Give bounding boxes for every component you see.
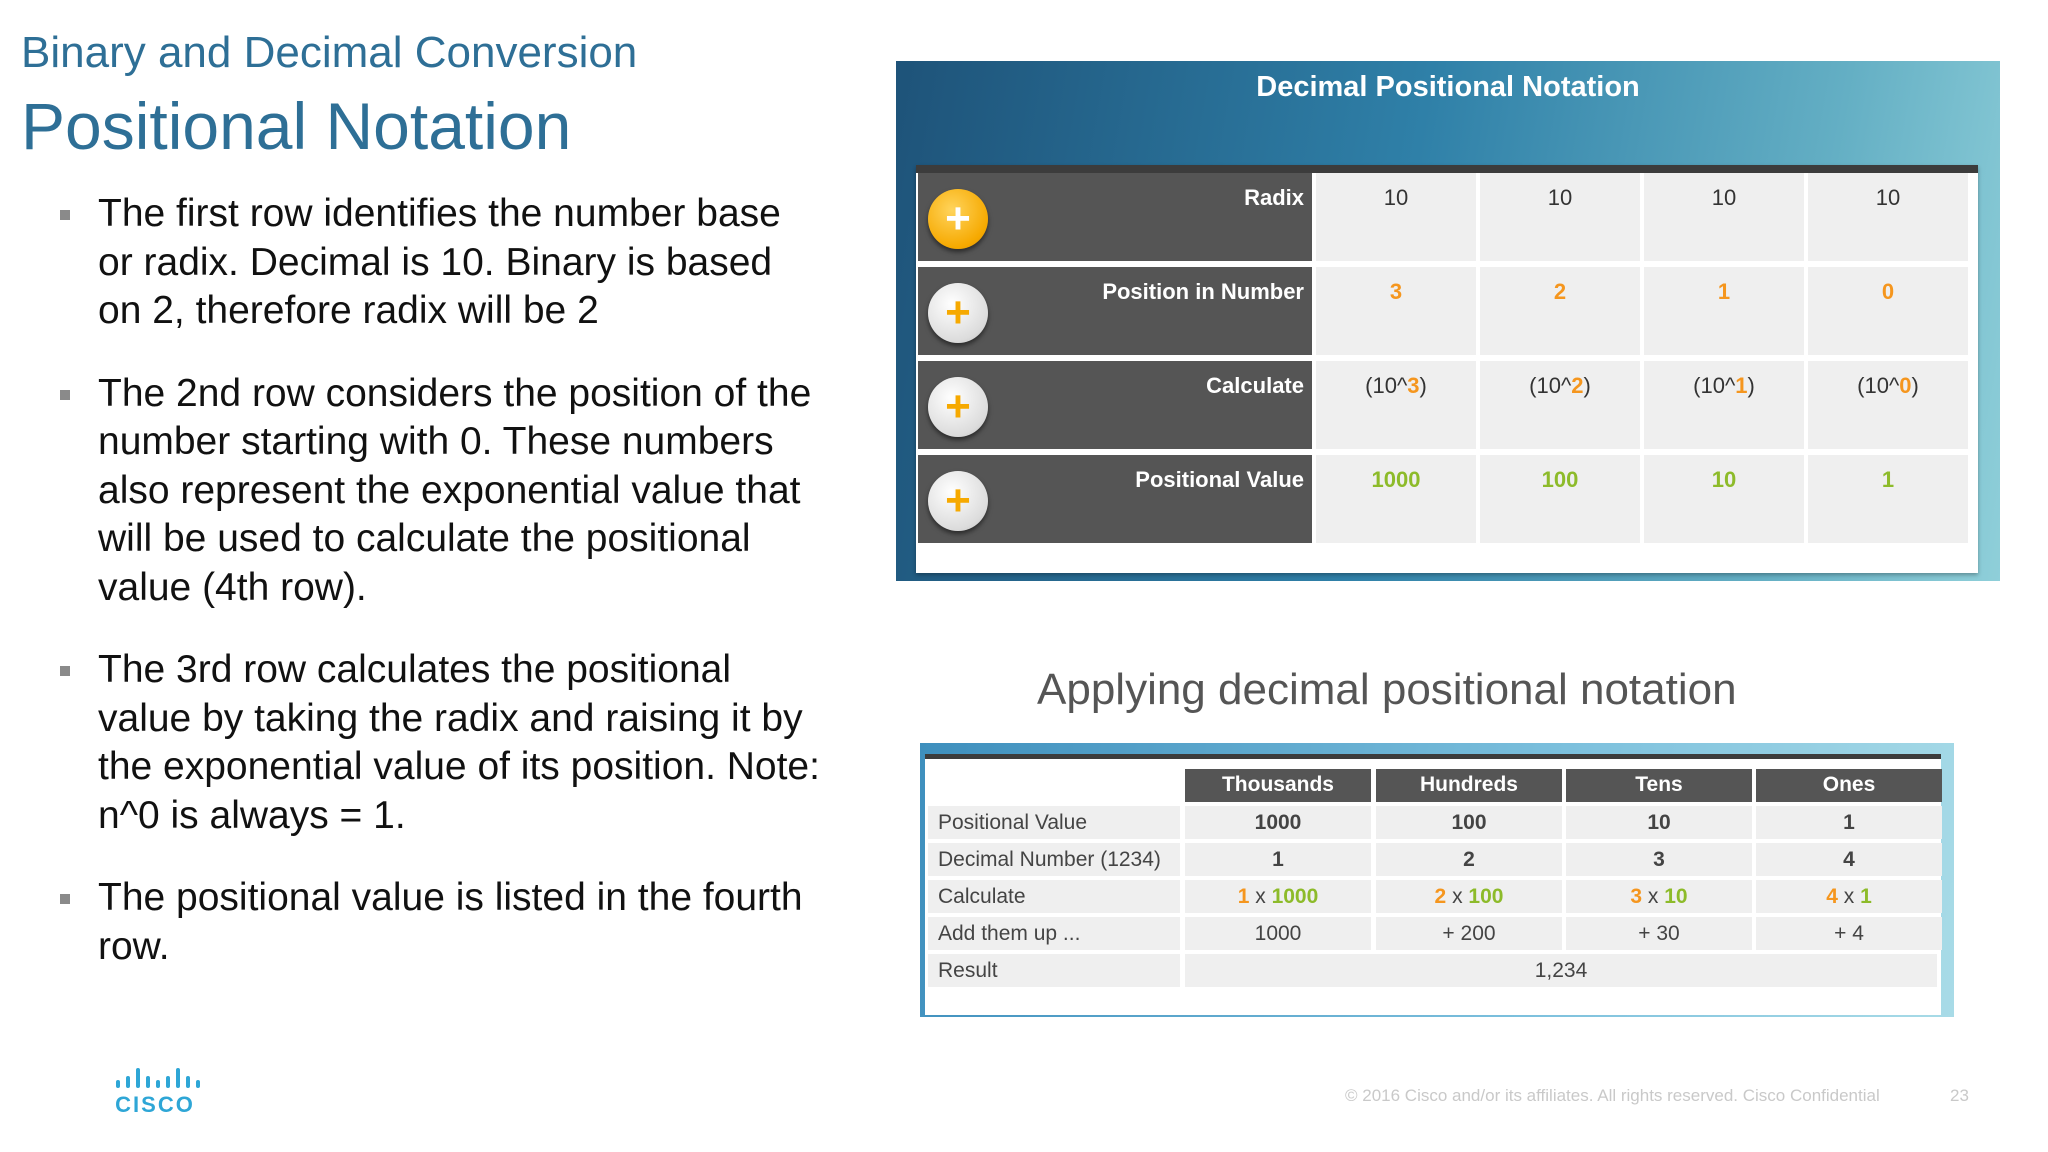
- table-cell: 1: [1756, 806, 1942, 839]
- logo-bar: [196, 1080, 200, 1088]
- bullet-text: The first row identifies the number base or radix. Decimal is 10. Binary is based on 2, therefore radix will be 2: [98, 192, 781, 332]
- table-row: [925, 806, 1941, 841]
- table-cell: + 4: [1756, 917, 1942, 950]
- grid-cell: 10: [1644, 173, 1804, 261]
- bullet-item: [60, 874, 820, 971]
- notation-grid: [916, 165, 1978, 573]
- table-cell: 1000: [1185, 806, 1371, 839]
- decimal-positional-notation-panel: [896, 61, 2000, 581]
- slide-title: Positional Notation: [21, 89, 572, 163]
- table-cell: 4 x 1: [1756, 880, 1942, 913]
- bullet-square-icon: [60, 894, 70, 904]
- grid-cell: 10: [1316, 173, 1476, 261]
- table-cell: 10: [1566, 806, 1752, 839]
- expand-plus-icon[interactable]: +: [928, 471, 988, 531]
- grid-cell: 0: [1808, 267, 1968, 355]
- row-label: Add them up ...: [928, 917, 1180, 950]
- logo-bar: [176, 1068, 180, 1088]
- logo-bar: [166, 1076, 170, 1088]
- radix-row: [916, 173, 1978, 265]
- row-label: + Calculate: [918, 361, 1312, 449]
- bullet-square-icon: [60, 390, 70, 400]
- row-label: Result: [928, 954, 1180, 987]
- grid-cell: 1: [1808, 455, 1968, 543]
- page-number: 23: [1950, 1086, 1969, 1105]
- grid-cell: 2: [1480, 267, 1640, 355]
- row-label: Decimal Number (1234): [928, 843, 1180, 876]
- slide-subtitle: Binary and Decimal Conversion: [21, 28, 638, 77]
- grid-cell: (10^2): [1480, 361, 1640, 449]
- bullet-square-icon: [60, 666, 70, 676]
- table-cell: 2 x 100: [1376, 880, 1562, 913]
- row-label: + Positional Value: [918, 455, 1312, 543]
- position-row: [916, 267, 1978, 359]
- bullet-item: [60, 370, 820, 613]
- grid-cell: (10^3): [1316, 361, 1476, 449]
- grid-cell: (10^1): [1644, 361, 1804, 449]
- table-cell: + 200: [1376, 917, 1562, 950]
- table-header-row: [925, 769, 1941, 804]
- table-cell: 1 x 1000: [1185, 880, 1371, 913]
- applying-notation-table: [925, 754, 1941, 1015]
- table-cell: 3 x 10: [1566, 880, 1752, 913]
- table-cell: 1: [1185, 843, 1371, 876]
- grid-cell: 10: [1644, 455, 1804, 543]
- table-cell: 2: [1376, 843, 1562, 876]
- grid-cell: 3: [1316, 267, 1476, 355]
- logo-bar: [116, 1080, 120, 1088]
- calculate-row: [916, 361, 1978, 453]
- result-cell: 1,234: [1185, 954, 1937, 987]
- table-row: [925, 954, 1941, 989]
- panel-title: Decimal Positional Notation: [1256, 71, 1640, 103]
- bullet-list: [60, 190, 820, 1005]
- bullet-square-icon: [60, 210, 70, 220]
- panel-caption: Applying decimal positional notation: [1037, 665, 1737, 714]
- logo-bar: [156, 1080, 160, 1088]
- column-header: Hundreds: [1376, 769, 1562, 802]
- logo-text: CISCO: [115, 1092, 195, 1117]
- expand-plus-icon[interactable]: +: [928, 189, 988, 249]
- table-cell: 3: [1566, 843, 1752, 876]
- logo-bar: [186, 1076, 190, 1088]
- logo-bar: [146, 1076, 150, 1088]
- grid-cell: 100: [1480, 455, 1640, 543]
- row-label: + Position in Number: [918, 267, 1312, 355]
- bullet-text: The 3rd row calculates the positional value by taking the radix and raising it by the exponential value of its position. Note: n^0 is always = 1.: [98, 648, 820, 837]
- positional-value-row: [916, 455, 1978, 547]
- bullet-item: [60, 190, 820, 336]
- logo-bar: [126, 1076, 130, 1088]
- logo-bar: [136, 1068, 140, 1088]
- bullet-text: The 2nd row considers the position of the number starting with 0. These numbers also represent the exponential value that will be used to calculate the positional value (4th row).: [98, 371, 812, 609]
- grid-cell: 1: [1644, 267, 1804, 355]
- column-header: Ones: [1756, 769, 1942, 802]
- column-header: Thousands: [1185, 769, 1371, 802]
- table-cell: 1000: [1185, 917, 1371, 950]
- expand-plus-icon[interactable]: +: [928, 283, 988, 343]
- bullet-item: [60, 646, 820, 840]
- table-cell: + 30: [1566, 917, 1752, 950]
- table-row: [925, 843, 1941, 878]
- grid-cell: 10: [1808, 173, 1968, 261]
- column-header: Tens: [1566, 769, 1752, 802]
- grid-cell: 1000: [1316, 455, 1476, 543]
- expand-plus-icon[interactable]: +: [928, 377, 988, 437]
- table-row: [925, 917, 1941, 952]
- table-cell: 4: [1756, 843, 1942, 876]
- applying-notation-panel: [920, 743, 1954, 1017]
- table-cell: 100: [1376, 806, 1562, 839]
- grid-cell: 10: [1480, 173, 1640, 261]
- grid-cell: (10^0): [1808, 361, 1968, 449]
- copyright-footer: © 2016 Cisco and/or its affiliates. All rights reserved. Cisco Confidential: [1345, 1086, 1880, 1105]
- cisco-logo: [110, 1068, 200, 1116]
- row-label: Calculate: [928, 880, 1180, 913]
- row-label: Positional Value: [928, 806, 1180, 839]
- bullet-text: The positional value is listed in the fourth row.: [98, 876, 803, 968]
- table-row: [925, 880, 1941, 915]
- row-label: + Radix: [918, 173, 1312, 261]
